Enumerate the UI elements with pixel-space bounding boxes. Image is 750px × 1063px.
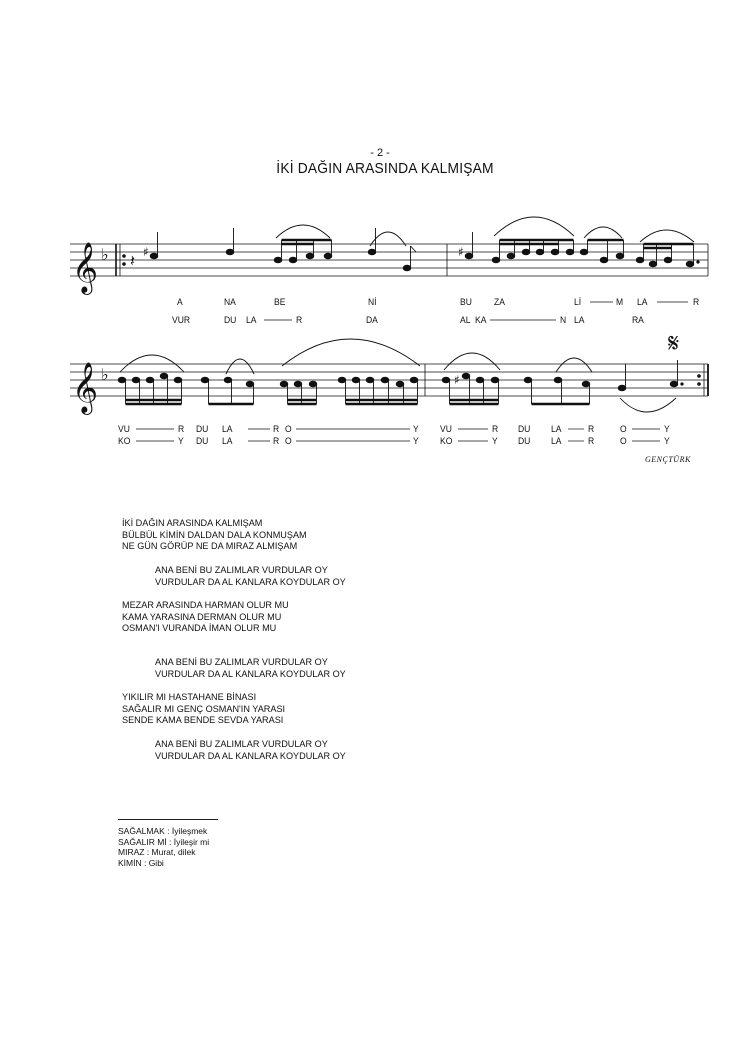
lyric-syllable: NA — [224, 297, 236, 307]
glossary-entry: MIRAZ : Murat, dilek — [118, 847, 196, 857]
verse-line: OSMAN'I VURANDA İMAN OLUR MU — [122, 623, 277, 634]
glossary-entry: SAĞALIR Mİ : İyileşir mi — [118, 836, 210, 847]
svg-text:♯: ♯ — [454, 373, 460, 387]
lyric-syllable: LA — [222, 424, 233, 434]
verse-line: VURDULAR DA AL KANLARA KOYDULAR OY — [155, 750, 346, 762]
chorus-block — [155, 739, 346, 762]
svg-text:♯: ♯ — [458, 245, 464, 259]
lyric-syllable: R — [492, 424, 499, 434]
lyric-syllable: DU — [518, 424, 531, 434]
chorus-block — [155, 657, 346, 680]
lyric-syllable: LA — [574, 315, 585, 325]
lyric-syllable: BE — [274, 297, 286, 307]
slur — [276, 225, 330, 238]
composer-signature: GENÇTÜRK — [645, 455, 691, 464]
lyric-syllable: Lİ — [574, 297, 582, 307]
verse-block — [122, 518, 307, 553]
glossary — [118, 826, 209, 868]
lyric-syllable: R — [588, 424, 595, 434]
lyric-syllable: VU — [118, 424, 130, 434]
lyric-syllable: RA — [632, 315, 644, 325]
page-number: - 2 - — [370, 147, 390, 159]
lyric-syllable: A — [177, 297, 183, 307]
lyric-syllable: Y — [413, 424, 419, 434]
verse-line: SENDE KAMA BENDE SEVDA YARASI — [122, 715, 284, 726]
lyric-syllable: LA — [246, 315, 257, 325]
lyric-syllable: Nİ — [368, 297, 377, 307]
verse-line: ANA BENİ BU ZALIMLAR VURDULAR OY — [155, 657, 328, 668]
lyric-syllable: LA — [222, 436, 233, 446]
lyric-syllable: AL — [460, 315, 471, 325]
segno-icon: 𝄋 — [668, 329, 680, 359]
lyric-syllable: R — [693, 297, 700, 307]
lyric-syllable: R — [273, 424, 280, 434]
verse-line: MEZAR ARASINDA HARMAN OLUR MU — [122, 600, 289, 611]
note-head — [150, 253, 158, 259]
lyric-syllable: R — [273, 436, 280, 446]
lyric-syllable: DU — [196, 436, 209, 446]
flat-icon: ♭ — [101, 365, 109, 384]
verse-line: İKİ DAĞIN ARASINDA KALMIŞAM — [122, 518, 263, 529]
lyric-syllable: DU — [196, 424, 209, 434]
verse-block — [122, 692, 285, 727]
chorus-block — [155, 565, 346, 588]
lyric-syllable: LA — [551, 424, 562, 434]
verse-line: KAMA YARASINA DERMAN OLUR MU — [122, 611, 282, 623]
lyric-syllable: Y — [664, 424, 670, 434]
treble-clef-icon: 𝄞 — [72, 362, 99, 413]
song-title: İKİ DAĞIN ARASINDA KALMIŞAM — [276, 160, 494, 177]
glossary-entry: KİMİN : Gibi — [118, 857, 164, 868]
verse-line: NE GÜN GÖRÜP NE DA MIRAZ ALMIŞAM — [122, 541, 298, 552]
music-notation — [0, 0, 750, 480]
lyric-syllable: BU — [460, 297, 472, 307]
lyric-syllable: O — [285, 424, 292, 434]
lyric-syllable: Y — [178, 436, 184, 446]
lyric-syllable: Y — [492, 436, 498, 446]
lyric-syllable: Y — [413, 436, 419, 446]
lyric-syllable: DA — [366, 315, 378, 325]
lyric-syllable: VUR — [172, 315, 191, 325]
lyric-syllable: M — [616, 297, 624, 307]
verse-line: VURDULAR DA AL KANLARA KOYDULAR OY — [155, 576, 346, 588]
lyric-syllable: VU — [440, 424, 452, 434]
lyric-syllable: R — [178, 424, 185, 434]
verse-line: SAĞALIR MI GENÇ OSMAN'IN YARASI — [122, 703, 286, 715]
lyric-syllable: R — [588, 436, 595, 446]
lyric-syllable: LA — [551, 436, 562, 446]
lyric-syllable: LA — [637, 297, 648, 307]
sharp-icon: ♯ — [143, 245, 149, 259]
treble-clef-icon: 𝄞 — [72, 242, 99, 293]
lyric-syllable: R — [296, 315, 303, 325]
lyric-syllable: O — [620, 436, 627, 446]
verse-block — [122, 600, 289, 635]
lyric-syllable: O — [620, 424, 627, 434]
lyric-syllable: DU — [224, 315, 237, 325]
verse-line: YIKILIR MI HASTAHANE BİNASI — [122, 692, 257, 703]
lyric-syllable: DU — [518, 436, 531, 446]
lyric-syllable: N — [560, 315, 567, 325]
quarter-rest-icon: 𝄽 — [130, 251, 135, 270]
lyric-syllable: KO — [440, 436, 453, 446]
lyric-syllable: Y — [664, 436, 670, 446]
lyric-syllable: ZA — [494, 297, 505, 307]
verse-line: ANA BENİ BU ZALIMLAR VURDULAR OY — [155, 565, 328, 576]
glossary-divider — [118, 819, 218, 820]
verse-line: BÜLBÜL KİMİN DALDAN DALA KONMUŞAM — [122, 529, 307, 541]
lyric-syllable: O — [285, 436, 292, 446]
verse-line: ANA BENİ BU ZALIMLAR VURDULAR OY — [155, 739, 328, 750]
lyric-syllable: KA — [475, 315, 487, 325]
verse-line: VURDULAR DA AL KANLARA KOYDULAR OY — [155, 668, 346, 680]
lyric-syllable: KO — [118, 436, 131, 446]
flat-icon: ♭ — [101, 245, 109, 264]
glossary-entry: SAĞALMAK : İyileşmek — [118, 826, 208, 836]
note-head — [226, 249, 234, 255]
